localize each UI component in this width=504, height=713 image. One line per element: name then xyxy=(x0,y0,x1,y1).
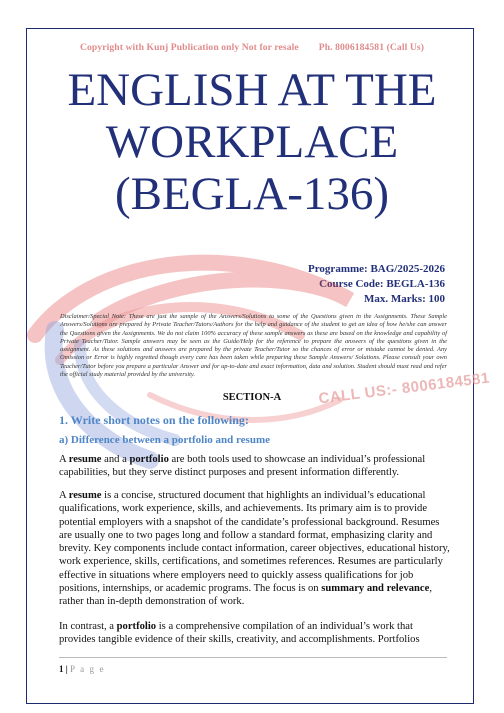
text-run: In contrast, a xyxy=(59,621,117,632)
section-heading: SECTION-A xyxy=(222,392,282,403)
max-marks: Max. Marks: 100 xyxy=(364,293,445,305)
disclaimer-note: Disclaimer/Special Note: These are just the sample of the Answers/Solutions to some of the Questions given in the Assignments. These Sample Answers/Solutions are prepared by Private Teacher/Tutors/Authors for the help and guidance of the student to get an idea of how he/she can answer the Questions given the Assignments. We do not claim 100% accuracy of these sample answers as these are based on the knowledge and capability of Private Teacher/Tutor. Sample answers may be seen as the Guide/Help for the reference to prepare the answers of the questions given in the assignment. As these solutions and answers are prepared by the private Teacher/Tutor so the chances of error or mistake cannot be denied. Any Omission or Error is highly regretted though every care has been taken while preparing these Sample Answers/ Solutions. Please consult your own Teacher/Tutor before you prepare a particular Answer and for up-to-date and exact information, data and solution. Student should must read and refer the official study material provided by the university. xyxy=(60,313,447,379)
bold-term: portfolio xyxy=(116,621,157,632)
text-run: , rather than in-depth demonstration of work. xyxy=(59,583,432,608)
page-label: P a g e xyxy=(69,664,106,674)
question-heading: 1. Write short notes on the following: xyxy=(59,413,249,427)
bold-term: portfolio xyxy=(129,454,169,465)
text-run: is a concise, structured document that highlights an individual’s educational qualifications, work experience, skills, and achievements. Its primary aim is to provide potential employers with a snapshot of the candidate’s professional background. Resumes are usually one to two pages long and follow a standard format, emphasizing clarity and brevity. Key components include contact information, career objectives, educational history, work experience, skills, certifications, and sometimes references. Resumes are particularly effective in situations where employers need to quickly assess qualifications for job positions, internships, or academic programs. The focus is on xyxy=(59,490,450,595)
title-line-3: (BEGLA-136) xyxy=(114,168,390,220)
footer-separator: | xyxy=(65,664,68,674)
course-code: Course Code: BEGLA-136 xyxy=(319,278,445,290)
text-run: A xyxy=(59,454,69,465)
phone-number: Ph. 8006184581 (Call Us) xyxy=(318,42,424,53)
bold-term: resume xyxy=(68,490,102,501)
text-run: and a xyxy=(101,454,130,465)
paragraph-2 xyxy=(59,489,451,609)
title-line-1: ENGLISH AT THE xyxy=(67,64,437,116)
paragraph-1 xyxy=(59,453,451,480)
watermark-phone: CALL US:- 8006184581 xyxy=(317,369,491,408)
text-run: A xyxy=(59,490,69,501)
text-run: are both tools used to showcase an individual’s professional capabilities, but they serve distinct purposes and present information differently. xyxy=(59,454,426,479)
copyright-notice: Copyright with Kunj Publication only Not for resale xyxy=(79,42,299,53)
title-line-2: WORKPLACE xyxy=(105,116,399,168)
paragraph-3 xyxy=(59,620,451,647)
bold-term: summary and relevance xyxy=(321,583,430,595)
subquestion-heading: a) Difference between a portfolio and resume xyxy=(59,434,270,446)
programme: Programme: BAG/2025-2026 xyxy=(308,263,445,275)
bold-term: resume xyxy=(68,454,102,465)
page-number: 1 xyxy=(59,664,64,674)
text-run: is a comprehensive compilation of an individual’s work that provides tangible evidence of their skills, creativity, and accomplishments. Portfolios xyxy=(59,621,420,646)
